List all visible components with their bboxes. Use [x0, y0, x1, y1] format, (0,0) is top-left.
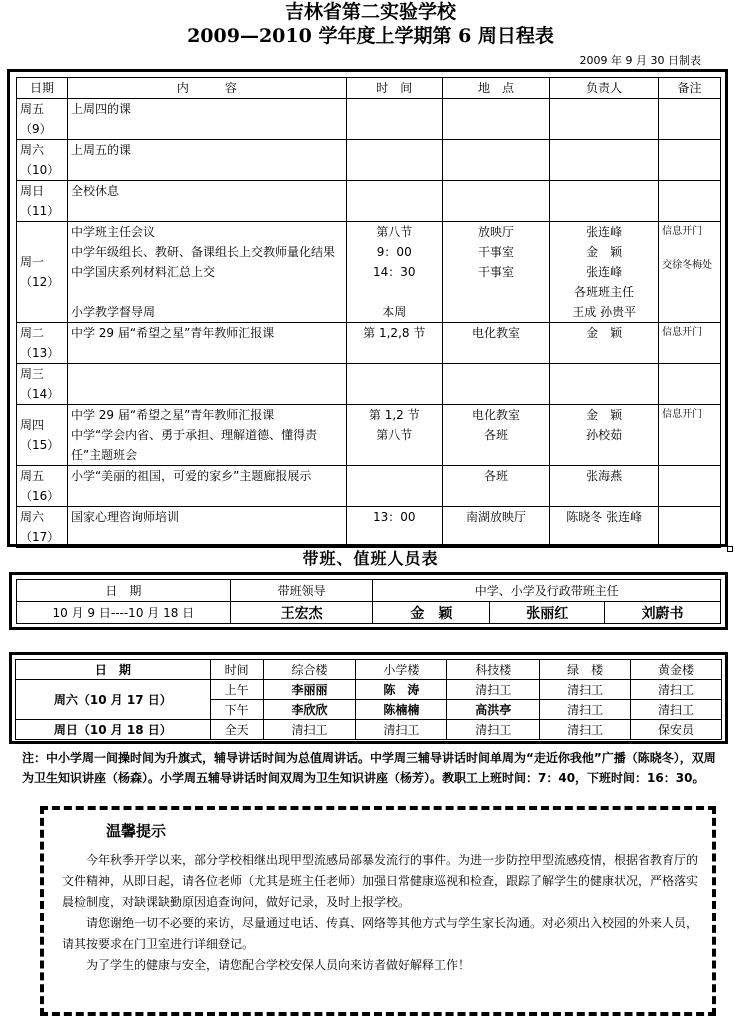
col-content: 内 容 [67, 78, 346, 99]
time-cell: 全天 [210, 720, 263, 740]
duty-table [16, 579, 721, 624]
duty-cell: 清扫工 [356, 720, 447, 740]
tips-paragraph: 请您谢绝一切不必要的来访，尽量通过电话、传真、网络等其他方式与学生家长沟通。对必须出入校园的外来人员，请其按要求在门卫室进行详细登记。 [62, 916, 699, 951]
table-row [17, 466, 721, 507]
duty-leader: 王宏杰 [230, 602, 373, 624]
duty-col-teachers: 中学、小学及行政带班主任 [373, 580, 721, 602]
leader-cell: 陈晓冬 张连峰 [550, 507, 659, 548]
day-cell: 周四 （15） [17, 405, 68, 466]
day-cell: 周五 （9） [17, 99, 68, 140]
bldg-col-keji: 科技楼 [447, 660, 540, 680]
leader-cell: 金 颖 [550, 323, 659, 364]
table-row [17, 364, 721, 405]
duty-header-row [17, 580, 721, 602]
duty-section-title: 带班、值班人员表 [302, 549, 439, 568]
building-duty-table [15, 659, 722, 740]
duty-cell: 保安员 [631, 720, 722, 740]
schedule-table [16, 77, 721, 548]
content-cell: 中学班主任会议 中学年级组长、教研、备课组长上交教师量化结果 中学国庆系列材料汇总上交 小学教学督导周 [67, 222, 346, 323]
col-date: 日期 [17, 78, 68, 99]
place-cell: 放映厅 干事室 干事室 [442, 222, 550, 323]
time-cell: 下午 [210, 700, 263, 720]
bldg-col-time: 时间 [210, 660, 263, 680]
col-place: 地 点 [442, 78, 550, 99]
day-cell: 周二 （13） [17, 323, 68, 364]
content-cell: 上周五的课 [67, 140, 346, 181]
note-cell: 信息开门 [659, 323, 721, 364]
duty-cell: 陈 涛 [356, 680, 447, 700]
table-row [17, 222, 721, 323]
table-row [17, 140, 721, 181]
note-cell: 信息开门 交徐冬梅处 [659, 222, 721, 323]
time-cell: 第八节 9：00 14：30 本周 [346, 222, 442, 323]
duty-teacher: 刘蔚书 [605, 602, 721, 624]
day-cell: 周六 （10） [17, 140, 68, 181]
bldg-col-zonghe: 综合楼 [263, 660, 356, 680]
day-cell: 周一 （12） [17, 222, 68, 323]
content-cell: 全校休息 [67, 181, 346, 222]
duty-cell: 清扫工 [631, 700, 722, 720]
table-row [17, 507, 721, 548]
bldg-col-lv: 绿 楼 [540, 660, 631, 680]
duty-cell: 李欣欣 [263, 700, 356, 720]
place-cell: 各班 [442, 466, 550, 507]
col-leader: 负责人 [550, 78, 659, 99]
duty-cell: 清扫工 [447, 720, 540, 740]
day-cell: 周日 （11） [17, 181, 68, 222]
content-cell: 国家心理咨询师培训 [67, 507, 346, 548]
duty-frame [9, 572, 728, 630]
day-cell: 周三 （14） [17, 364, 68, 405]
time-cell: 第 1,2,8 节 [346, 323, 442, 364]
duty-cell: 清扫工 [540, 700, 631, 720]
col-time: 时 间 [346, 78, 442, 99]
schedule-frame [7, 69, 728, 547]
duty-cell: 清扫工 [540, 680, 631, 700]
sun-label: 周日（10 月 18 日） [16, 720, 211, 740]
place-cell: 电化教室 各班 [442, 405, 550, 466]
tips-paragraph: 今年秋季开学以来，部分学校相继出现甲型流感局部暴发流行的事件。为进一步防控甲型流感疫情，根据省教育厅的文件精神，从即日起，请各位老师（尤其是班主任老师）加强日常健康巡视和检查，跟踪了解学生的健康状况，严格落实晨检制度，对缺课缺勤原因追查询问，做好记录，及时上报学校。 [62, 853, 699, 909]
duty-cell: 清扫工 [263, 720, 356, 740]
duty-date-range: 10 月 9 日----10 月 18 日 [17, 602, 231, 624]
tips-box [40, 806, 716, 1016]
place-cell: 电化教室 [442, 323, 550, 364]
time-cell: 13：00 [346, 507, 442, 548]
schedule-note: 注：中小学周一间操时间为升旗式，辅导讲话时间为总值周讲话。中学周三辅导讲话时间单周为“走近你我他”广播（陈晓冬），双周为卫生知识讲座（杨森）。小学周五辅导讲话时间双周为卫生知识讲座（杨芳）。教职工上班时间：7：40，下班时间：16：30。 [22, 751, 716, 785]
duty-cell: 陈楠楠 [356, 700, 447, 720]
tips-text [62, 850, 698, 976]
duty-cell: 清扫工 [540, 720, 631, 740]
schedule-header-row [17, 78, 721, 99]
bldg-col-date: 日 期 [16, 660, 211, 680]
duty-col-leader: 带班领导 [230, 580, 373, 602]
leader-cell: 张海燕 [550, 466, 659, 507]
content-cell: 上周四的课 [67, 99, 346, 140]
duty-teacher: 金 颖 [373, 602, 490, 624]
day-cell: 周五 （16） [17, 466, 68, 507]
day-cell: 周六 （17） [17, 507, 68, 548]
time-cell: 第 1,2 节 第八节 [346, 405, 442, 466]
made-date: 2009 年 9 月 30 日制表 [579, 54, 701, 67]
duty-cell: 李丽丽 [263, 680, 356, 700]
table-row [17, 181, 721, 222]
note-cell: 信息开门 [659, 405, 721, 466]
table-row [17, 405, 721, 466]
duty-cell: 高洪亭 [447, 700, 540, 720]
school-title: 吉林省第二实验学校 [284, 1, 456, 23]
table-row [16, 680, 722, 700]
place-cell: 南湖放映厅 [442, 507, 550, 548]
col-note: 备注 [659, 78, 721, 99]
table-row [17, 99, 721, 140]
table-row [16, 720, 722, 740]
time-cell: 上午 [210, 680, 263, 700]
building-duty-frame [9, 652, 728, 744]
sat-label: 周六（10 月 17 日） [16, 680, 211, 720]
leader-cell: 金 颖 孙校茹 [550, 405, 659, 466]
duty-row [17, 602, 721, 624]
content-cell: 中学 29 届“希望之星”青年教师汇报课 [67, 323, 346, 364]
page-title: 2009—2010 学年度上学期第 6 周日程表 [187, 25, 554, 47]
building-header-row [16, 660, 722, 680]
content-cell: 中学 29 届“希望之星”青年教师汇报课 中学“学会内省、勇于承担、理解道德、懂得责任”主题班会 [67, 405, 346, 466]
bldg-col-xiaoxue: 小学楼 [356, 660, 447, 680]
tips-title: 温馨提示 [106, 822, 167, 840]
tips-paragraph: 为了学生的健康与安全，请您配合学校安保人员向来访者做好解释工作！ [86, 958, 471, 972]
table-row [17, 323, 721, 364]
content-cell: 小学“美丽的祖国，可爱的家乡”主题廊报展示 [67, 466, 346, 507]
duty-cell: 清扫工 [631, 680, 722, 700]
duty-teacher: 张丽红 [490, 602, 605, 624]
bldg-col-huangjin: 黄金楼 [631, 660, 722, 680]
duty-col-date: 日 期 [17, 580, 231, 602]
leader-cell: 张连峰 金 颖 张连峰 各班班主任 王成 孙贵平 [550, 222, 659, 323]
duty-cell: 清扫工 [447, 680, 540, 700]
